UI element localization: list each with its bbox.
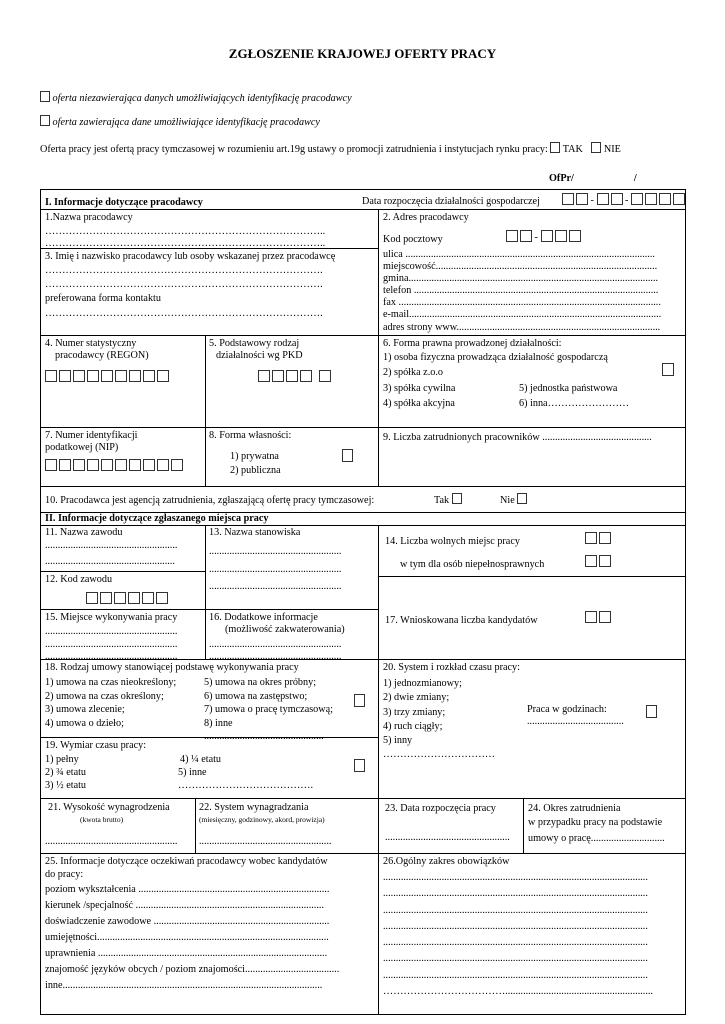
field-25-label: 25. Informacje dotyczące oczekiwań pracodawcy wobec kandydatów <box>45 856 328 867</box>
field-14b-label: w tym dla osób niepełnosprawnych <box>400 559 545 570</box>
field-13-line[interactable]: .................................................... <box>209 546 342 557</box>
field-11-line[interactable]: ................................................... <box>45 556 175 567</box>
field-24-label: 24. Okres zatrudnienia <box>528 803 621 814</box>
field-3-line[interactable]: ………………………………………………………………………. <box>45 279 323 290</box>
address-lines[interactable]: ulica .................................................................................................. miejscowość....................................................................................... gmina.................................................................................................. telefon ................................................................................................ fax ....................................................................................................... e-mail................................................................................................... adres strony www................................................................................ <box>383 249 662 333</box>
field-16-label2: (możliwość zakwaterowania) <box>225 624 345 635</box>
f18-left-options: 1) umowa na czas nieokreślony; 2) umowa na czas określony; 3) umowa zlecenie; 4) umowa o dzieło; <box>45 677 177 729</box>
f6-option: 1) osoba fizyczna prowadząca działalność gospodarczą <box>383 352 608 363</box>
f8-option: 1) prywatna <box>230 451 279 462</box>
f18-checkbox[interactable] <box>354 694 365 707</box>
field-17-label: 17. Wnioskowana liczba kandydatów <box>385 615 538 626</box>
checkbox[interactable] <box>452 493 462 504</box>
start-date-label: Data rozpoczęcia działalności gospodarczej <box>362 196 540 207</box>
field-18-label: 18. Rodzaj umowy stanowiącej podstawę wykonywania pracy <box>45 662 299 673</box>
f20-options: 1) jednozmianowy; 2) dwie zmiany; 3) trzy zmiany; 4) ruch ciągły; 5) inny …………………………… <box>383 678 496 761</box>
regon-boxes[interactable] <box>45 370 169 385</box>
field-11-line[interactable]: .................................................... <box>45 540 178 551</box>
f6-option: 2) spółka z.o.o <box>383 367 443 378</box>
field-21-label: 21. Wysokość wynagrodzenia <box>48 802 170 813</box>
field-5-label: 5. Podstawowy rodzaj <box>209 338 300 349</box>
temp-offer-question: Oferta pracy jest ofertą pracy tymczasowej w rozumieniu art.19g ustawy o promocji zatrudnienia i instytucjach rynku pracy: TAK NIE <box>40 144 621 155</box>
hours-label: Praca w godzinach: <box>527 704 607 715</box>
field-15-line[interactable]: .................................................... <box>45 651 178 662</box>
field-4-label2: pracodawcy (REGON) <box>55 350 149 361</box>
field-13-line[interactable]: .................................................... <box>209 581 342 592</box>
f10-tak: Tak <box>434 493 462 508</box>
field-16-line[interactable]: .................................................... <box>209 651 342 662</box>
field-8-label: 8. Forma własności: <box>209 430 292 441</box>
field-10-label: 10. Pracodawca jest agencją zatrudnienia, zgłaszającą ofertę pracy tymczasowej: <box>45 495 375 506</box>
f6-checkbox[interactable] <box>662 363 674 376</box>
field-22-label: 22. System wynagradzania <box>199 802 309 813</box>
field-22-line[interactable]: .................................................... <box>199 836 332 847</box>
field-15-line[interactable]: .................................................... <box>45 626 178 637</box>
occupation-code-boxes[interactable] <box>86 592 168 607</box>
field-25-label2: do pracy: <box>45 869 84 880</box>
field-23-label: 23. Data rozpoczęcia pracy <box>385 803 496 814</box>
field-16-label: 16. Dodatkowe informacje <box>209 612 318 623</box>
field-14-label: 14. Liczba wolnych miejsc pracy <box>385 536 520 547</box>
field-5-label2: działalności wg PKD <box>216 350 303 361</box>
f6-option: 3) spółka cywilna <box>383 383 456 394</box>
checkbox[interactable] <box>40 115 50 126</box>
field-3-line[interactable]: ………………………………………………………………………. <box>45 265 323 276</box>
f19-right-options: 4) ¼ etatu 5) inne …………………………………. <box>178 754 313 791</box>
field-12-label: 12. Kod zawodu <box>45 574 113 585</box>
field-26-label: 26.Ogólny zakres obowiązków <box>383 856 510 867</box>
f8-option: 2) publiczna <box>230 465 281 476</box>
checkbox[interactable] <box>40 91 50 102</box>
f20-checkbox[interactable] <box>646 705 657 718</box>
field-23-line[interactable]: ................................................. <box>385 832 510 843</box>
f10-nie: Nie <box>500 493 527 508</box>
section-2-heading: II. Informacje dotyczące zgłaszanego miejsca pracy <box>45 513 269 524</box>
field-13-label: 13. Nazwa stanowiska <box>209 527 301 538</box>
vacancies-boxes[interactable] <box>585 532 611 547</box>
field-7-label2: podatkowej (NIP) <box>45 442 119 453</box>
f6-option: 4) spółka akcyjna <box>383 398 455 409</box>
field-9-label[interactable]: 9. Liczba zatrudnionych pracowników ........................................... <box>383 432 652 443</box>
field-25-rows[interactable]: poziom wykształcenia ........................................................................... kierunek /specjalność .......................................................................... doświadczenie zawodowe ..................................................................... umiejętności........................................................................................... uprawnienia .......................................................................................... znajomość języków obcych / poziom znajomości..................................... inne...................................................................................................... <box>45 884 340 991</box>
postal-code-boxes[interactable]: - <box>506 230 581 245</box>
field-13-line[interactable]: .................................................... <box>209 564 342 575</box>
f19-checkbox[interactable] <box>354 759 365 772</box>
field-26-rows[interactable]: ........................................................................................................ ........................................................................................................ ........................................................................................................ ........................................................................................................ ........................................................................................................ ........................................................................................................ ........................................................................................................ ……………………………….......................................................... <box>383 872 653 998</box>
ofpr-number: OfPr/ / <box>549 173 637 184</box>
field-16-line[interactable]: .................................................... <box>209 639 342 650</box>
checkbox[interactable] <box>517 493 527 504</box>
nip-boxes[interactable] <box>45 459 183 474</box>
f19-left-options: 1) pełny 2) ¾ etatu 3) ½ etatu <box>45 754 87 791</box>
nie-checkbox[interactable] <box>591 142 601 153</box>
field-7-label: 7. Numer identyfikacji <box>45 430 138 441</box>
field-21-sub: (kwota brutto) <box>80 815 124 824</box>
field-1-label: 1.Nazwa pracodawcy <box>45 212 133 223</box>
page-title: ZGŁOSZENIE KRAJOWEJ OFERTY PRACY <box>228 46 497 61</box>
field-19-label: 19. Wymiar czasu pracy: <box>45 740 147 751</box>
offer-type-with-id: oferta zawierająca dane umożliwiające identyfikację pracodawcy <box>40 115 320 130</box>
f8-checkbox[interactable] <box>342 449 353 462</box>
field-11-label: 11. Nazwa zawodu <box>45 527 123 538</box>
section-1-heading: I. Informacje dotyczące pracodawcy <box>45 197 203 208</box>
field-22-sub: (miesięczny, godzinowy, akord, prowizja) <box>199 815 325 824</box>
f6-option: 5) jednostka państwowa <box>519 383 618 394</box>
contact-form-line[interactable]: ………………………………………………………………………. <box>45 308 323 319</box>
hours-line[interactable]: ...................................... <box>527 716 624 727</box>
offer-type-no-id: oferta niezawierająca danych umożliwiających identyfikację pracodawcy <box>40 91 352 106</box>
field-6-label: 6. Forma prawna prowadzonej działalności: <box>383 338 562 349</box>
f18-right-options: 5) umowa na okres próbny; 6) umowa na zastępstwo; 7) umowa o pracę tymczasową; 8) inne ............................................... <box>204 677 333 742</box>
field-15-line[interactable]: .................................................... <box>45 639 178 650</box>
f6-option: 6) inna…………………… <box>519 398 630 409</box>
field-4-label: 4. Numer statystyczny <box>45 338 137 349</box>
postal-code-label: Kod pocztowy <box>383 234 443 245</box>
field-21-line[interactable]: .................................................... <box>45 836 178 847</box>
field-24-label2: w przypadku pracy na podstawie <box>528 817 663 828</box>
field-2-label: 2. Adres pracodawcy <box>383 212 469 223</box>
field-1-line[interactable]: ……………………………………………………………………….. <box>45 226 326 237</box>
start-date-boxes[interactable]: - - <box>562 193 685 208</box>
candidates-boxes[interactable] <box>585 611 611 626</box>
field-1-line[interactable]: ……………………………………………………………………….. <box>45 238 326 249</box>
pkd-boxes[interactable] <box>258 370 331 385</box>
field-3-label: 3. Imię i nazwisko pracodawcy lub osoby wskazanej przez pracodawcę <box>45 251 336 262</box>
field-20-label: 20. System i rozkład czasu pracy: <box>383 662 520 673</box>
disabled-vacancies-boxes[interactable] <box>585 555 611 570</box>
field-15-label: 15. Miejsce wykonywania pracy <box>45 612 178 623</box>
tak-checkbox[interactable] <box>550 142 560 153</box>
contact-form-label: preferowana forma kontaktu <box>45 293 161 304</box>
field-24-line[interactable]: umowy o pracę............................. <box>528 833 665 844</box>
